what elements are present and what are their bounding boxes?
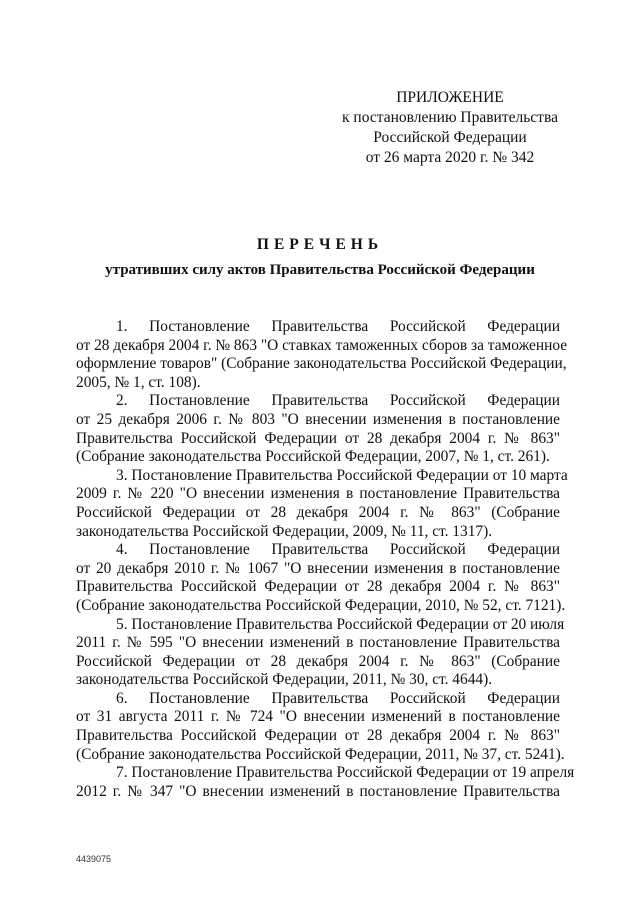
list-item-line: Российской Федерации от 28 декабря 2004 г. № 863" (Собрание xyxy=(76,503,560,521)
list-item-line: 6. Постановление Правительства Российской Федерации xyxy=(116,689,560,707)
list-item-line: 4. Постановление Правительства Российской Федерации xyxy=(116,541,560,559)
appendix-header xyxy=(330,88,570,168)
list-item-line: от 28 декабря 2004 г. № 863 "О ставках таможенных сборов за таможенное xyxy=(76,336,568,354)
appendix-date-number: от 26 марта 2020 г. № 342 xyxy=(365,149,535,166)
document-title: ПЕРЕЧЕНЬ xyxy=(256,236,384,253)
list-item-line: оформление товаров" (Собрание законодательства Российской Федерации, xyxy=(76,355,567,373)
list-item-line: Правительства Российской Федерации от 28 декабря 2004 г. № 863" xyxy=(76,578,560,596)
list-item-line: 2009 г. № 220 "О внесении изменения в постановление Правительства xyxy=(76,485,560,503)
list-item-line: (Собрание законодательства Российской Федерации, 2010, № 52, ст. 7121). xyxy=(76,596,566,614)
list-item-line: 5. Постановление Правительства Российской Федерации от 20 июля xyxy=(116,615,565,633)
list-item-line: 2. Постановление Правительства Российской Федерации xyxy=(116,392,560,410)
appendix-line: к постановлению Правительства xyxy=(342,109,558,126)
list-item-line: 2012 г. № 347 "О внесении изменений в постановление Правительства xyxy=(76,782,560,800)
list-item xyxy=(76,689,565,764)
list-item xyxy=(76,392,560,466)
list-item xyxy=(76,318,568,392)
appendix-title: ПРИЛОЖЕНИЕ xyxy=(396,89,504,106)
list-item-line: Правительства Российской Федерации от 28 декабря 2004 г. № 863" xyxy=(76,429,560,447)
list-item-line: 2005, № 1, ст. 108). xyxy=(76,373,201,391)
list-item-line: (Собрание законодательства Российской Федерации, 2007, № 1, ст. 261). xyxy=(76,448,550,466)
list-item-line: (Собрание законодательства Российской Федерации, 2011, № 37, ст. 5241). xyxy=(76,745,565,763)
list-item-line: 3. Постановление Правительства Российской Федерации от 10 марта xyxy=(116,466,568,484)
list-item-line: 7. Постановление Правительства Российской Федерации от 19 апреля xyxy=(116,764,575,782)
list-item-line: 1. Постановление Правительства Российской Федерации xyxy=(116,318,560,335)
list-item xyxy=(76,541,566,615)
list-item-line: 2011 г. № 595 "О внесении изменений в постановление Правительства xyxy=(76,634,560,652)
document-subtitle: утративших силу актов Правительства Российской Федерации xyxy=(105,262,535,278)
list-item xyxy=(76,466,568,541)
list-item-line: от 31 августа 2011 г. № 724 "О внесении изменений в постановление xyxy=(76,708,560,726)
list-item-line: Правительства Российской Федерации от 28 декабря 2004 г. № 863" xyxy=(76,727,560,745)
list-item-line: от 20 декабря 2010 г. № 1067 "О внесении изменения в постановление xyxy=(76,559,560,577)
list-item xyxy=(76,615,565,690)
list-item-line: Российской Федерации от 28 декабря 2004 г. № 863" (Собрание xyxy=(76,652,560,670)
list-item-line: от 25 декабря 2006 г. № 803 "О внесении изменения в постановление xyxy=(76,410,560,428)
list-item-line: законодательства Российской Федерации, 2011, № 30, ст. 4644). xyxy=(76,671,493,689)
appendix-line: Российской Федерации xyxy=(373,129,527,146)
document-body xyxy=(76,318,575,801)
list-item xyxy=(76,764,575,801)
document-code: 4439075 xyxy=(76,854,112,864)
list-item-line: законодательства Российской Федерации, 2009, № 11, ст. 1317). xyxy=(76,522,493,540)
